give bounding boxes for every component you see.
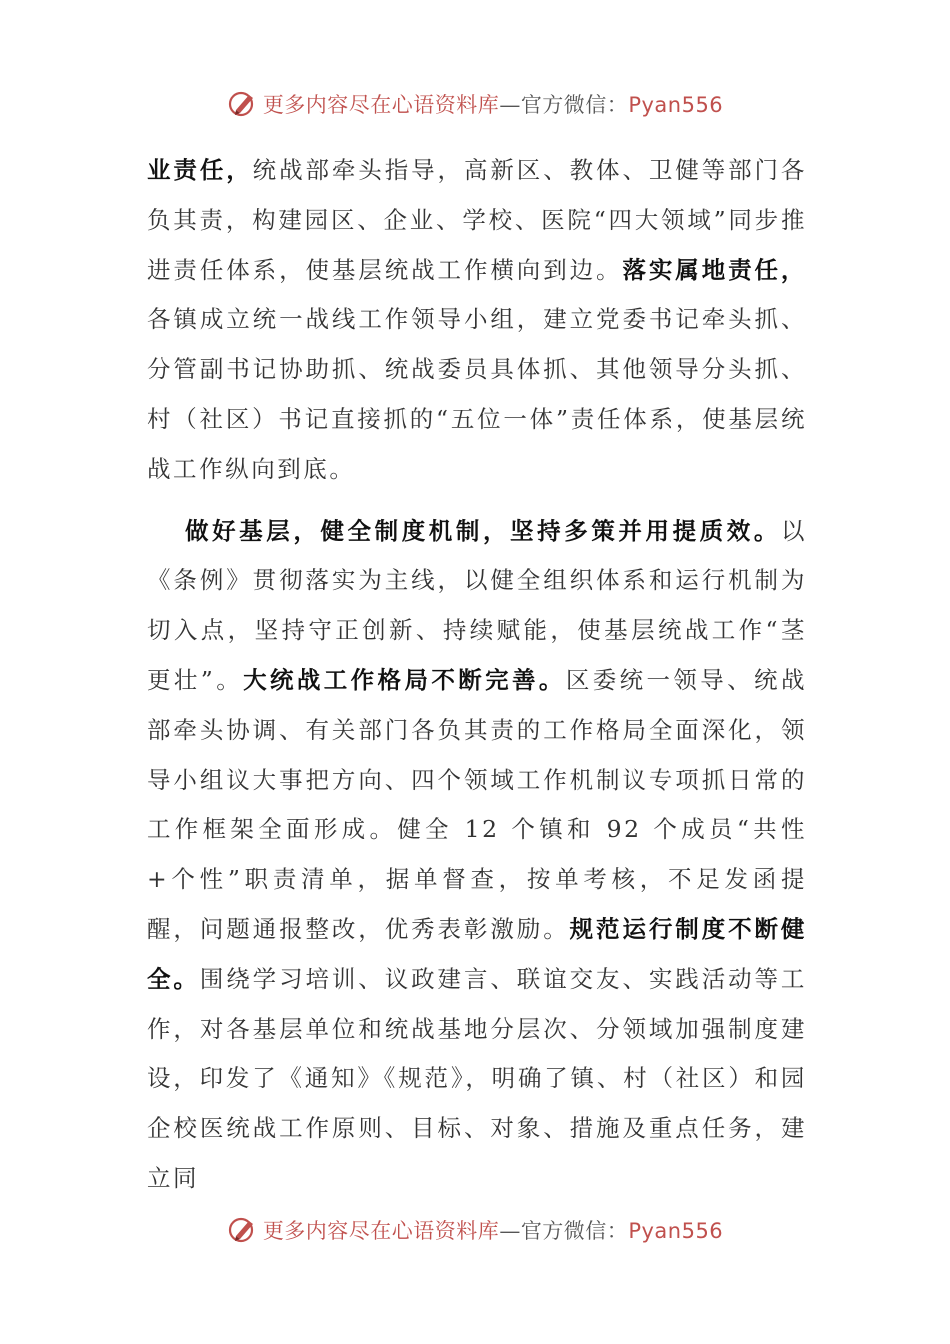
banner-wechat-id: Pyan556: [628, 1219, 724, 1243]
banner-text: [263, 89, 723, 119]
pen-logo-icon: [227, 1214, 259, 1246]
body-text: 统战部牵头指导，高新区、教体、卫健等部门各负其责，构建园区、企业、学校、医院“四大领域”同步推进责任体系，使基层统战工作横向到边。: [147, 156, 807, 284]
banner-library-name: 更多内容尽在心语资料库: [262, 1219, 500, 1243]
paragraph: [147, 146, 807, 495]
body-text: 围绕学习培训、议政建言、联谊交友、实践活动等工作，对各基层单位和统战基地分层次、分领域加强制度建设，印发了《通知》《规范》，明确了镇、村（社区）和园企校医统战工作原则、目标、对象、措施及重点任务，建立同: [147, 964, 807, 1192]
banner-library-name: 更多内容尽在心语资料库: [262, 93, 500, 117]
paragraph: [147, 507, 807, 1204]
header-banner: [0, 84, 950, 124]
banner-wechat-label: —官方微信：: [499, 1219, 629, 1243]
pen-logo-icon: [227, 88, 259, 120]
banner-text: [263, 1215, 723, 1245]
section-heading: 做好基层，健全制度机制，坚持多策并用提质效。: [185, 516, 781, 545]
banner-wechat-id: Pyan556: [628, 93, 724, 117]
bold-phrase: 大统战工作格局不断完善。: [243, 665, 566, 694]
bold-phrase: 落实属地责任，: [622, 255, 807, 284]
body-text: 以《条例》贯彻落实为主线，以健全组织体系和运行机制为切入点，坚持守正创新、持续赋能，使基层统战工作“茎更壮”。: [147, 516, 807, 694]
bold-phrase: 规范运行制度不断健全。: [147, 914, 807, 993]
banner-wechat-label: —官方微信：: [499, 93, 629, 117]
footer-banner: [0, 1210, 950, 1250]
body-text: 各镇成立统一战线工作领导小组，建立党委书记牵头抓、分管副书记协助抓、统战委员具体抓、其他领导分头抓、村（社区）书记直接抓的“五位一体”责任体系，使基层统战工作纵向到底。: [147, 305, 807, 483]
bold-phrase: 业责任，: [147, 156, 253, 184]
document-body: [147, 146, 807, 1204]
body-text: 区委统一领导、统战部牵头协调、有关部门各负其责的工作格局全面深化，领导小组议大事把方向、四个领域工作机制议专项抓日常的工作框架全面形成。健全 12 个镇和 92 个成员“共性+个性”职责清单，据单督查，按单考核，不足发函提醒，问题通报整改，优秀表彰激励。: [147, 665, 808, 943]
